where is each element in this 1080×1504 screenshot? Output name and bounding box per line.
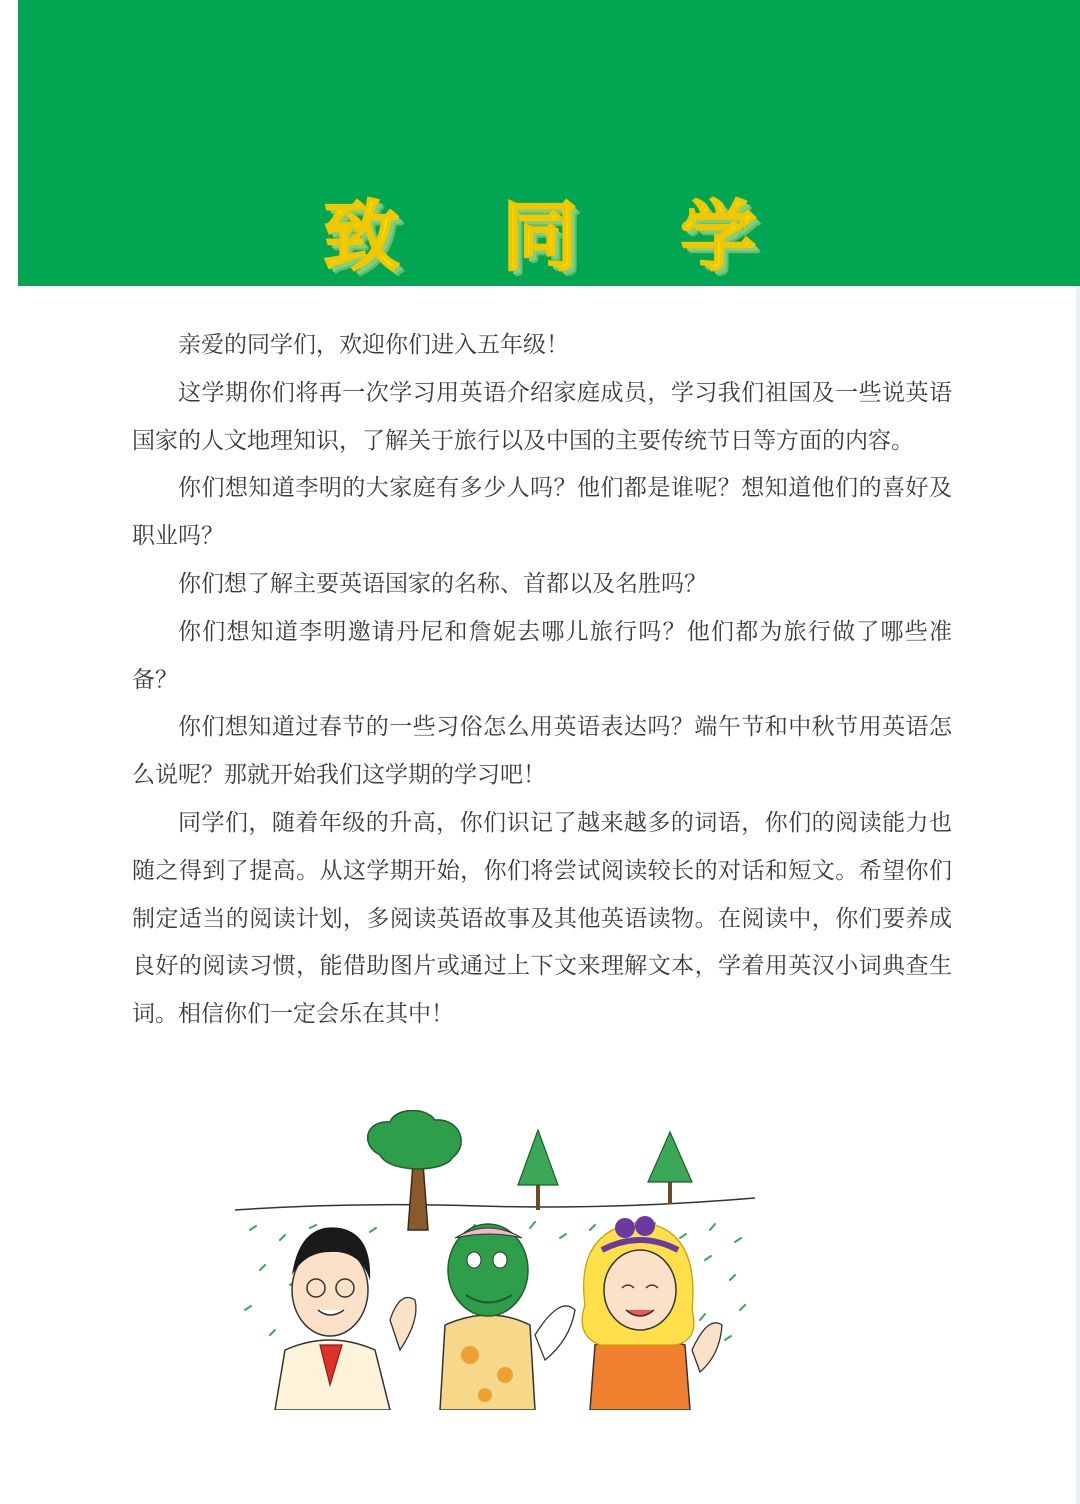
horizon-line xyxy=(235,1198,755,1210)
letter-paragraph: 亲爱的同学们，欢迎你们进入五年级！ xyxy=(178,332,569,358)
letter-body xyxy=(132,322,952,1039)
pine-tree-icon xyxy=(518,1130,558,1210)
letter-paragraph: 你们想知道过春节的一些习俗怎么用英语表达吗？端午节和中秋节用英语怎么说呢？那就开始我们这学期的学习吧！ xyxy=(132,714,952,789)
girl-character xyxy=(582,1216,722,1410)
boy-character xyxy=(275,1227,416,1410)
dinosaur-character xyxy=(440,1224,575,1410)
page-title: 致 同 学 xyxy=(323,192,795,281)
letter-paragraph: 你们想了解主要英语国家的名称、首都以及名胜吗？ xyxy=(178,570,707,597)
pine-tree-icon xyxy=(648,1132,692,1204)
children-illustration xyxy=(230,1110,760,1410)
letter-paragraph: 这学期你们将再一次学习用英语介绍家庭成员，学习我们祖国及一些说英语国家的人文地理知识，了解关于旅行以及中国的主要传统节日等方面的内容。 xyxy=(132,379,952,454)
letter-paragraph: 你们想知道李明邀请丹尼和詹妮去哪儿旅行吗？他们都为旅行做了哪些准备？ xyxy=(132,618,952,693)
letter-paragraph: 你们想知道李明的大家庭有多少人吗？他们都是谁呢？想知道他们的喜好及职业吗？ xyxy=(132,475,952,550)
letter-paragraph: 同学们，随着年级的升高，你们识记了越来越多的词语，你们的阅读能力也随之得到了提高。从这学期开始，你们将尝试阅读较长的对话和短文。希望你们制定适当的阅读计划，多阅读英语故事及其他英语读物。在阅读中，你们要养成良好的阅读习惯，能借助图片或通过上下文来理解文本，学着用英汉小词典查生词。相信你们一定会乐在其中！ xyxy=(132,809,952,1028)
big-tree-icon xyxy=(368,1110,462,1230)
